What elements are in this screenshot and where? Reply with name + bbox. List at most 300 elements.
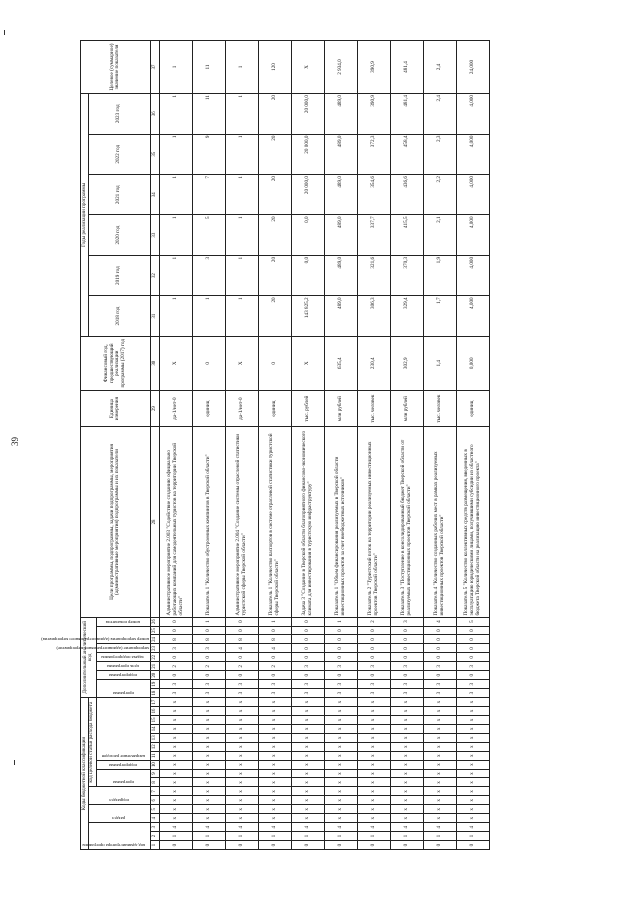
fin-year-cell: X bbox=[159, 336, 192, 390]
goals-title: Цели программы, подпрограммы, задачи подпрограммы, мероприятия (административные мероприятия) подпрограммы и их показатели bbox=[81, 427, 151, 617]
code-cell: 0 bbox=[159, 653, 192, 662]
column-index-cell: 11 bbox=[150, 751, 159, 760]
description-cell: Показатель 1 "Количество обустроенных кемпингов в Тверской области" bbox=[192, 427, 225, 617]
code-cell: 2 bbox=[225, 662, 258, 671]
year-value-cell: 372,3 bbox=[357, 134, 390, 174]
code-cell: x bbox=[225, 733, 258, 742]
year-value-cell: 7 bbox=[192, 174, 225, 214]
code-cell: x bbox=[192, 814, 225, 823]
code-cell: 0 bbox=[258, 653, 291, 662]
code-cell: x bbox=[159, 715, 192, 724]
code-cell: 8 bbox=[258, 635, 291, 644]
fin-year-title: Финансовый год, предшествующий реализации программы (2017) год bbox=[81, 336, 151, 390]
code-cell: x bbox=[357, 778, 390, 787]
add-goal-title: цель программы bbox=[96, 662, 150, 671]
target-value-cell: 2 934,0 bbox=[324, 41, 357, 94]
code-cell: x bbox=[192, 778, 225, 787]
code-cell: 4 bbox=[225, 644, 258, 653]
code-cell: 3 bbox=[456, 662, 489, 671]
rotated-table-wrapper bbox=[41, 40, 620, 850]
section-title: раздел bbox=[88, 805, 150, 823]
code-cell: 0 bbox=[192, 626, 225, 635]
code-cell: 0 bbox=[192, 653, 225, 662]
code-cell: x bbox=[357, 715, 390, 724]
column-index-cell: 17 bbox=[150, 698, 159, 707]
column-index-cell: 8 bbox=[150, 778, 159, 787]
code-cell: 2 bbox=[258, 662, 291, 671]
column-index-cell: 9 bbox=[150, 769, 159, 778]
code-cell: x bbox=[258, 707, 291, 716]
code-cell: 3 bbox=[390, 680, 423, 689]
code-cell: x bbox=[258, 805, 291, 814]
fin-year-cell: 0 bbox=[258, 336, 291, 390]
column-index-cell: 26 bbox=[150, 617, 159, 626]
year-value-cell: 20 bbox=[258, 174, 291, 214]
code-cell: 0 bbox=[390, 644, 423, 653]
code-cell: x bbox=[456, 733, 489, 742]
column-index-cell: 15 bbox=[150, 715, 159, 724]
target-value-cell: 2,4 bbox=[423, 41, 456, 94]
year-value-cell: 4,000 bbox=[456, 93, 489, 134]
column-index-cell: 29 bbox=[150, 390, 159, 427]
code-cell: x bbox=[456, 778, 489, 787]
unit-cell: да-1/нет-0 bbox=[159, 390, 192, 427]
unit-cell: единиц bbox=[192, 390, 225, 427]
code-cell: x bbox=[423, 715, 456, 724]
year-value-cell: 436,6 bbox=[390, 174, 423, 214]
code-cell: x bbox=[324, 698, 357, 707]
year-value-cell: 370,3 bbox=[390, 255, 423, 295]
code-cell: x bbox=[225, 698, 258, 707]
code-cell: 0 bbox=[291, 644, 324, 653]
code-cell: 1 bbox=[159, 832, 192, 841]
table-row bbox=[159, 41, 192, 850]
target-value-cell: 24,000 bbox=[456, 41, 489, 94]
fin-year-cell: X bbox=[291, 336, 324, 390]
code-cell: x bbox=[159, 760, 192, 769]
code-cell: x bbox=[159, 733, 192, 742]
code-cell: 0 bbox=[291, 635, 324, 644]
code-cell: 3 bbox=[324, 680, 357, 689]
code-cell: 0 bbox=[357, 841, 390, 850]
code-cell: x bbox=[225, 760, 258, 769]
code-cell: x bbox=[192, 787, 225, 796]
description-cell: Показатель 1 "Количество паспортов в системе отраслевой статистики туристской сферы Тверской области" bbox=[258, 427, 291, 617]
unit-cell: млн рублей bbox=[324, 390, 357, 427]
year-value-cell: 9 bbox=[192, 134, 225, 174]
fin-year-cell: 0 bbox=[192, 336, 225, 390]
column-index-cell: 25 bbox=[150, 626, 159, 635]
code-cell: x bbox=[390, 778, 423, 787]
year-value-cell: 1 bbox=[159, 93, 192, 134]
code-cell: 3 bbox=[291, 662, 324, 671]
code-cell: 3 bbox=[291, 680, 324, 689]
year-value-cell: 1 bbox=[192, 296, 225, 336]
code-cell: 3 bbox=[324, 689, 357, 698]
year-value-cell: 2,1 bbox=[423, 215, 456, 255]
table-row bbox=[456, 41, 489, 850]
code-cell: 0 bbox=[423, 653, 456, 662]
code-cell: x bbox=[423, 742, 456, 751]
code-cell: 0 bbox=[390, 671, 423, 680]
column-index-cell: 1 bbox=[150, 841, 159, 850]
code-cell: x bbox=[258, 769, 291, 778]
code-cell: 0 bbox=[423, 671, 456, 680]
code-cell: 0 bbox=[357, 671, 390, 680]
year-value-cell: 390,9 bbox=[357, 93, 390, 134]
code-cell: 0 bbox=[159, 841, 192, 850]
code-cell: x bbox=[390, 698, 423, 707]
fin-year-cell: 635,4 bbox=[324, 336, 357, 390]
column-index-cell: 20 bbox=[150, 671, 159, 680]
column-index-cell: 33 bbox=[150, 215, 159, 255]
code-cell: 0 bbox=[225, 841, 258, 850]
code-cell: x bbox=[456, 760, 489, 769]
code-cell: x bbox=[291, 778, 324, 787]
code-cell: x bbox=[456, 742, 489, 751]
code-cell: x bbox=[390, 796, 423, 805]
code-cell: x bbox=[357, 805, 390, 814]
column-index-cell: 23 bbox=[150, 644, 159, 653]
code-cell: 1 bbox=[192, 832, 225, 841]
code-cell: 0 bbox=[192, 671, 225, 680]
description-cell: Задача 3 "Создание в Тверской области благоприятного финансово-экономического климата для инвестирования в туристскую инфраструктуру" bbox=[291, 427, 324, 617]
code-cell: x bbox=[357, 698, 390, 707]
year-value-cell: 354,6 bbox=[357, 174, 390, 214]
code-cell: x bbox=[324, 778, 357, 787]
code-cell: 4 bbox=[390, 823, 423, 832]
code-cell: x bbox=[423, 751, 456, 760]
code-cell: x bbox=[291, 760, 324, 769]
code-cell: x bbox=[192, 769, 225, 778]
code-cell: x bbox=[225, 724, 258, 733]
code-cell: x bbox=[390, 814, 423, 823]
unit-cell: тыс. рублей bbox=[291, 390, 324, 427]
column-index-cell: 10 bbox=[150, 760, 159, 769]
code-cell: x bbox=[225, 796, 258, 805]
code-cell: x bbox=[291, 742, 324, 751]
y2023-title: 2023 год bbox=[88, 93, 150, 134]
description-cell: Показатель 3 "Поступление в консолидированный бюджет Тверской области от реализуемых инвестиционных проектов Тверской области" bbox=[390, 427, 423, 617]
target-value-cell: 481,4 bbox=[390, 41, 423, 94]
column-index-cell: 4 bbox=[150, 814, 159, 823]
code-cell: 1 bbox=[258, 832, 291, 841]
code-cell: 0 bbox=[159, 671, 192, 680]
code-cell: 0 bbox=[423, 626, 456, 635]
code-cell: 0 bbox=[324, 671, 357, 680]
code-cell: x bbox=[192, 751, 225, 760]
year-value-cell: 489,0 bbox=[324, 134, 357, 174]
description-cell: Показатель 2 "Туристский поток на территории реализуемых инвестиционных проектов Тверской области" bbox=[357, 427, 390, 617]
code-cell: x bbox=[423, 707, 456, 716]
code-cell: 0 bbox=[456, 653, 489, 662]
year-value-cell: 1 bbox=[159, 215, 192, 255]
code-cell: 1 bbox=[357, 832, 390, 841]
add-event-title: мероприятие (административное мероприятие) bbox=[96, 644, 150, 653]
code-cell: x bbox=[324, 787, 357, 796]
code-cell: x bbox=[291, 796, 324, 805]
code-cell: 3 bbox=[159, 680, 192, 689]
code-cell: 3 bbox=[423, 662, 456, 671]
unit-cell: млн рублей bbox=[390, 390, 423, 427]
unit-cell: единиц bbox=[258, 390, 291, 427]
year-value-cell: 1 bbox=[159, 255, 192, 295]
code-cell: x bbox=[390, 715, 423, 724]
code-cell: x bbox=[258, 796, 291, 805]
code-cell: x bbox=[159, 805, 192, 814]
code-cell: 0 bbox=[324, 841, 357, 850]
code-cell: 0 bbox=[159, 626, 192, 635]
codes-title: Коды бюджетной классификации bbox=[81, 698, 89, 850]
program-table bbox=[41, 40, 490, 850]
code-cell: x bbox=[324, 796, 357, 805]
code-cell: x bbox=[324, 814, 357, 823]
code-cell: 0 bbox=[291, 653, 324, 662]
code-cell: 0 bbox=[192, 841, 225, 850]
code-cell: 3 bbox=[192, 689, 225, 698]
code-cell: 3 bbox=[159, 644, 192, 653]
code-cell: x bbox=[225, 769, 258, 778]
code-cell: x bbox=[390, 724, 423, 733]
year-value-cell: 481,4 bbox=[390, 93, 423, 134]
code-cell: x bbox=[258, 814, 291, 823]
code-cell: 3 bbox=[324, 662, 357, 671]
column-index-cell: 16 bbox=[150, 707, 159, 716]
y2020-title: 2020 год bbox=[88, 215, 150, 255]
code-cell: 8 bbox=[159, 635, 192, 644]
code-cell: x bbox=[291, 769, 324, 778]
code-cell: x bbox=[423, 796, 456, 805]
code-cell: 0 bbox=[423, 841, 456, 850]
year-value-cell: 1 bbox=[159, 174, 192, 214]
code-cell: x bbox=[159, 778, 192, 787]
code-cell: x bbox=[258, 698, 291, 707]
code-cell: 3 bbox=[225, 689, 258, 698]
code-cell: x bbox=[423, 778, 456, 787]
table-row bbox=[357, 41, 390, 850]
year-value-cell: 321,6 bbox=[357, 255, 390, 295]
year-value-cell: 1,9 bbox=[423, 255, 456, 295]
target-value-cell: X bbox=[291, 41, 324, 94]
code-cell: 0 bbox=[357, 644, 390, 653]
fin-year-cell: X bbox=[225, 336, 258, 390]
direction-code-title: направление расходов bbox=[96, 698, 150, 761]
code-cell: x bbox=[390, 751, 423, 760]
code-cell: 2 bbox=[192, 662, 225, 671]
code-cell: x bbox=[423, 769, 456, 778]
code-cell: 0 bbox=[456, 644, 489, 653]
code-cell: x bbox=[192, 698, 225, 707]
year-value-cell: 1 bbox=[225, 255, 258, 295]
code-cell: 0 bbox=[291, 841, 324, 850]
code-cell: x bbox=[456, 715, 489, 724]
code-cell: x bbox=[390, 769, 423, 778]
year-value-cell: 489,0 bbox=[324, 215, 357, 255]
admin-code-title: код администратора программы bbox=[88, 823, 150, 850]
year-value-cell: 20 bbox=[258, 255, 291, 295]
column-index-cell: 36 bbox=[150, 93, 159, 134]
year-value-cell: 1 bbox=[225, 215, 258, 255]
code-cell: x bbox=[291, 805, 324, 814]
year-value-cell: 143 825,2 bbox=[291, 296, 324, 336]
code-cell: 1 bbox=[324, 832, 357, 841]
code-cell: 0 bbox=[357, 635, 390, 644]
code-cell: x bbox=[456, 707, 489, 716]
year-value-cell: 489,0 bbox=[324, 93, 357, 134]
year-value-cell: 4,000 bbox=[456, 174, 489, 214]
unit-title: Единица измерения bbox=[81, 390, 151, 427]
code-cell: 0 bbox=[390, 653, 423, 662]
y2021-title: 2021 год bbox=[88, 174, 150, 214]
column-index-cell: 3 bbox=[150, 823, 159, 832]
target-value-cell: 11 bbox=[192, 41, 225, 94]
table-row bbox=[192, 41, 225, 850]
code-cell: 1 bbox=[390, 832, 423, 841]
code-cell: 0 bbox=[456, 626, 489, 635]
code-cell: 1 bbox=[192, 617, 225, 626]
year-value-cell: 20 bbox=[258, 296, 291, 336]
code-cell: 0 bbox=[357, 626, 390, 635]
column-index-cell: 28 bbox=[150, 427, 159, 617]
code-cell: x bbox=[324, 724, 357, 733]
code-cell: x bbox=[192, 796, 225, 805]
code-cell: x bbox=[291, 707, 324, 716]
column-index-cell: 34 bbox=[150, 174, 159, 214]
code-cell: 1 bbox=[324, 617, 357, 626]
code-cell: x bbox=[258, 742, 291, 751]
code-cell: x bbox=[357, 733, 390, 742]
scan-speck bbox=[4, 30, 5, 35]
column-index-row bbox=[150, 41, 159, 850]
extra-code-title: Дополнительный аналитический код bbox=[81, 617, 97, 698]
target-value-cell: 1 bbox=[159, 41, 192, 94]
code-cell: x bbox=[258, 724, 291, 733]
code-cell: x bbox=[225, 814, 258, 823]
code-cell: x bbox=[159, 751, 192, 760]
code-cell: x bbox=[357, 796, 390, 805]
column-index-cell: 12 bbox=[150, 742, 159, 751]
target-value-cell: 390,9 bbox=[357, 41, 390, 94]
code-cell: 0 bbox=[324, 635, 357, 644]
description-cell: Показатель 4 "Количество созданных рабочих мест в рамках реализуемых инвестиционных проектов Тверской области" bbox=[423, 427, 456, 617]
code-cell: x bbox=[324, 715, 357, 724]
code-cell: 0 bbox=[225, 653, 258, 662]
code-cell: x bbox=[258, 760, 291, 769]
code-cell: x bbox=[192, 733, 225, 742]
y2022-title: 2022 год bbox=[88, 134, 150, 174]
table-row bbox=[390, 41, 423, 850]
year-value-cell: 4,000 bbox=[456, 215, 489, 255]
code-cell: x bbox=[192, 724, 225, 733]
code-cell: 3 bbox=[258, 689, 291, 698]
code-cell: 0 bbox=[456, 841, 489, 850]
code-cell: 0 bbox=[423, 635, 456, 644]
year-value-cell: 337,7 bbox=[357, 215, 390, 255]
code-cell: x bbox=[456, 769, 489, 778]
unit-cell: тыс. человек bbox=[423, 390, 456, 427]
code-cell: x bbox=[159, 698, 192, 707]
code-cell: 0 bbox=[456, 671, 489, 680]
code-cell: 8 bbox=[225, 635, 258, 644]
code-cell: x bbox=[390, 805, 423, 814]
code-cell: x bbox=[357, 751, 390, 760]
column-index-cell: 13 bbox=[150, 733, 159, 742]
code-cell: 4 bbox=[225, 823, 258, 832]
code-cell: x bbox=[390, 787, 423, 796]
code-cell: x bbox=[192, 715, 225, 724]
column-index-cell: 18 bbox=[150, 689, 159, 698]
year-value-cell: 0,0 bbox=[291, 215, 324, 255]
code-cell: x bbox=[324, 733, 357, 742]
subsection-title: подраздел bbox=[88, 787, 150, 805]
code-cell: 4 bbox=[258, 644, 291, 653]
code-cell: x bbox=[390, 760, 423, 769]
year-value-cell: 415,5 bbox=[390, 215, 423, 255]
code-cell: x bbox=[258, 751, 291, 760]
code-cell: x bbox=[291, 715, 324, 724]
code-cell: 4 bbox=[192, 823, 225, 832]
year-value-cell: 20 bbox=[258, 134, 291, 174]
code-cell: x bbox=[390, 707, 423, 716]
column-index-cell: 2 bbox=[150, 832, 159, 841]
code-cell: x bbox=[225, 707, 258, 716]
code-cell: 0 bbox=[357, 653, 390, 662]
code-cell: 4 bbox=[159, 823, 192, 832]
code-cell: 3 bbox=[390, 689, 423, 698]
target-value-cell: 1 bbox=[225, 41, 258, 94]
code-cell: x bbox=[192, 805, 225, 814]
code-cell: x bbox=[225, 715, 258, 724]
year-value-cell: 1 bbox=[225, 296, 258, 336]
code-cell: 0 bbox=[258, 841, 291, 850]
code-cell: 3 bbox=[357, 680, 390, 689]
program-code-title: программа bbox=[96, 769, 150, 787]
year-value-cell: 11 bbox=[192, 93, 225, 134]
code-cell: x bbox=[423, 698, 456, 707]
code-cell: x bbox=[225, 742, 258, 751]
year-value-cell: 1,7 bbox=[423, 296, 456, 336]
code-cell: 0 bbox=[456, 635, 489, 644]
years-title: Годы реализации программы bbox=[81, 93, 89, 336]
code-cell: x bbox=[390, 733, 423, 742]
code-cell: x bbox=[423, 733, 456, 742]
description-cell: Показатель 5 "Количество коллективных средств размещения, введенных в эксплуатацию юридическими лицами, получившими субсидии из областного бюджета Тверской области на реализацию инвестиционного проекта" bbox=[456, 427, 489, 617]
year-value-cell: 458,4 bbox=[390, 134, 423, 174]
code-cell: 3 bbox=[291, 689, 324, 698]
code-cell: x bbox=[192, 742, 225, 751]
code-cell: x bbox=[159, 724, 192, 733]
code-cell: 1 bbox=[423, 832, 456, 841]
year-value-cell: 0,0 bbox=[291, 255, 324, 295]
table-row bbox=[225, 41, 258, 850]
table-row bbox=[423, 41, 456, 850]
code-cell: x bbox=[357, 814, 390, 823]
code-cell: 3 bbox=[192, 680, 225, 689]
year-value-cell: 4,000 bbox=[456, 255, 489, 295]
code-cell: 0 bbox=[291, 671, 324, 680]
unit-cell: тыс. человек bbox=[357, 390, 390, 427]
code-cell: 1 bbox=[456, 832, 489, 841]
unit-cell: единиц bbox=[456, 390, 489, 427]
code-cell: x bbox=[291, 751, 324, 760]
code-cell: x bbox=[456, 724, 489, 733]
page-number: 39 bbox=[10, 437, 20, 446]
column-index-cell: 5 bbox=[150, 805, 159, 814]
subprogram-code-title: подпрограмма bbox=[96, 760, 150, 769]
code-cell: 1 bbox=[225, 832, 258, 841]
year-value-cell: 489,0 bbox=[324, 255, 357, 295]
code-cell: 8 bbox=[192, 635, 225, 644]
